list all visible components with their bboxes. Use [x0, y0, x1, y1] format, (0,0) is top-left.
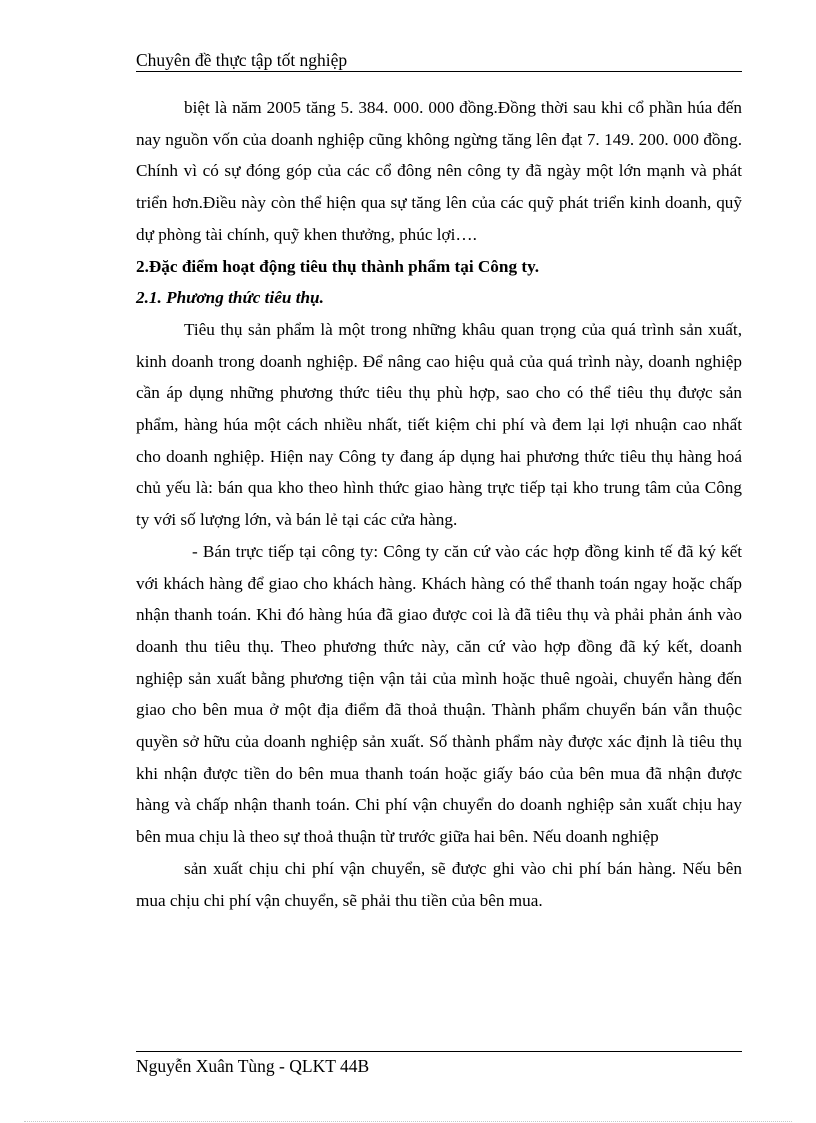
paragraph-transport-cost: sản xuất chịu chi phí vận chuyển, sẽ được ghi vào chi phí bán hàng. Nếu bên mua chịu chi phí vận chuyển, sẽ phải thu tiền của bên mua. [136, 858, 742, 910]
paragraph-sales-methods: Tiêu thụ sản phẩm là một trong những khâu quan trọng của quá trình sản xuất, kinh doanh trong doanh nghiệp. Để nâng cao hiệu quả của quá trình này, doanh nghiệp cần áp dụng những phương thức tiêu thụ phù hợp, sao cho có thể tiêu thụ được sản phẩm, hàng húa một cách nhiều nhất, tiết kiệm chi phí và đem lại lợi nhuận cao nhất cho doanh nghiệp. Hiện nay Công ty đang áp dụng hai phương thức tiêu thụ hàng hoá chủ yếu là: bán qua kho theo hình thức giao hàng trực tiếp tại kho trung tâm của Công ty với số lượng lớn, và bán lẻ tại các cửa hàng. [136, 319, 742, 530]
footer-divider [136, 1051, 742, 1052]
subsection-heading: 2.1. Phương thức tiêu thụ. [136, 288, 324, 308]
paragraph-direct-sales: - Bán trực tiếp tại công ty: Công ty căn cứ vào các hợp đồng kinh tế đã ký kết với khách hàng để giao cho khách hàng. Khách hàng có thể thanh toán ngay hoặc chấp nhận thanh toán. Khi đó hàng húa đã giao được coi là đã tiêu thụ và phải phản ánh vào doanh thu tiêu thụ. Theo phương thức này, căn cứ vào hợp đồng đã ký kết, doanh nghiệp sản xuất bằng phương tiện vận tải của mình hoặc thuê ngoài, chuyển hàng đến giao cho bên mua ở một địa điểm đã thoả thuận. Thành phẩm chuyển bán vẫn thuộc quyền sở hữu của doanh nghiệp sản xuất. Số thành phẩm này được xác định là tiêu thụ khi nhận được tiền do bên mua thanh toán hoặc giấy báo của bên mua đã nhận được hàng và chấp nhận thanh toán. Chi phí vận chuyển do doanh nghiệp sản xuất chịu hay bên mua chịu là theo sự thoả thuận từ trước giữa hai bên. Nếu doanh nghiệp [136, 541, 742, 847]
page-bottom-edge [24, 1121, 792, 1122]
paragraph-capital-growth: biệt là năm 2005 tăng 5. 384. 000. 000 đồng.Đồng thời sau khi cổ phần húa đến nay nguồn vốn của doanh nghiệp cũng không ngừng tăng lên đạt 7. 149. 200. 000 đồng. Chính vì có sự đóng góp của các cổ đông nên công ty đã ngày một lớn mạnh và phát triển hơn.Điều này còn thể hiện qua sự tăng lên của các quỹ phát triển kinh doanh, quỹ dự phòng tài chính, quỹ khen thưởng, phúc lợi…. [136, 98, 742, 244]
page-footer: Nguyễn Xuân Tùng - QLKT 44B [136, 1056, 370, 1076]
section-heading: 2.Đặc điểm hoạt động tiêu thụ thành phẩm tại Công ty. [136, 256, 540, 276]
document-body [136, 92, 742, 916]
header-divider [136, 71, 742, 72]
page-header: Chuyên đề thực tập tốt nghiệp [136, 50, 348, 70]
